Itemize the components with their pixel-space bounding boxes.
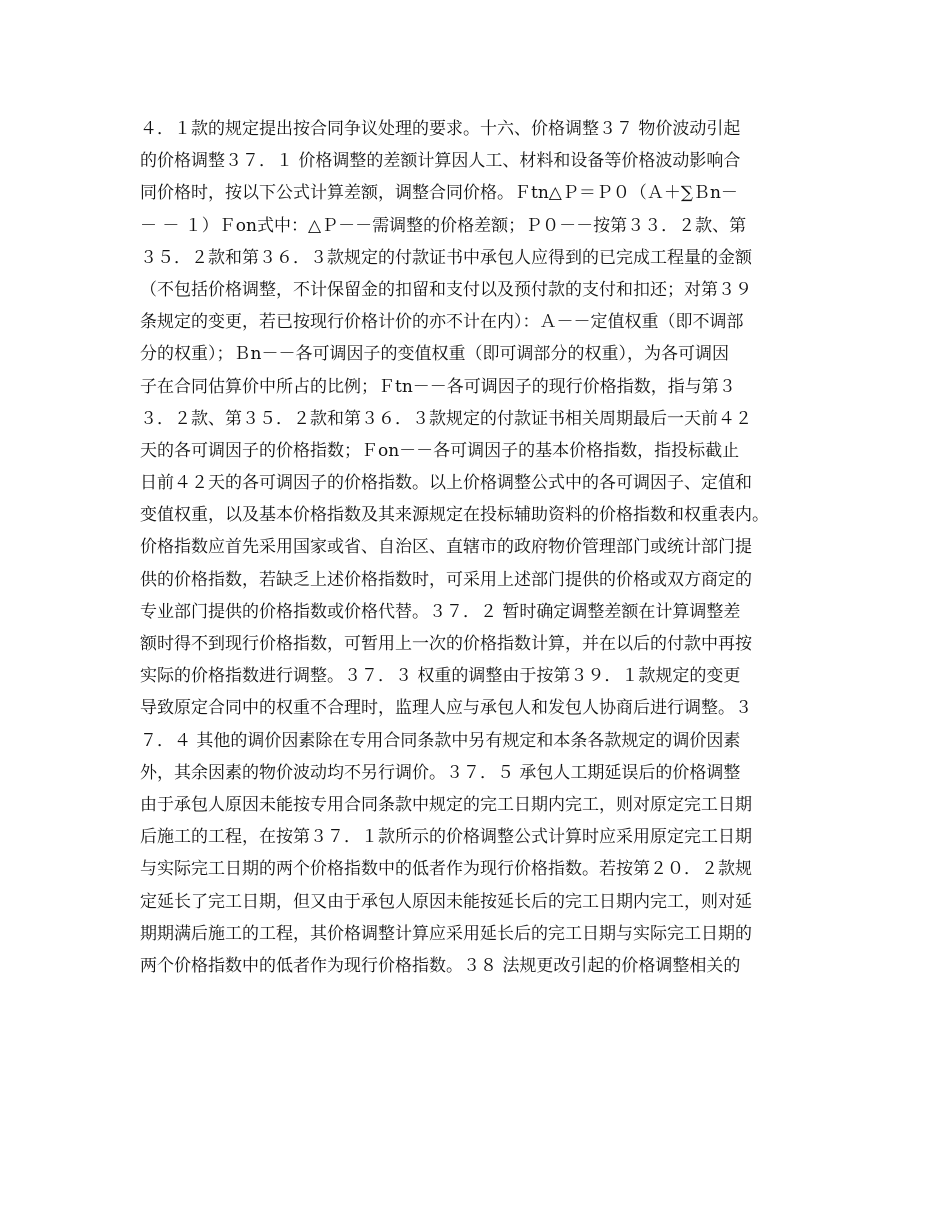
text-line: 额时得不到现行价格指数，可暂用上一次的价格指数计算，并在以后的付款中再按 <box>140 634 752 654</box>
text-line: 同价格时，按以下公式计算差额，调整合同价格。Ｆtn△Ｐ＝Ｐ０（Ａ＋∑Ｂn－ <box>140 183 738 204</box>
text-line: 实际的价格指数进行调整。３７．３ 权重的调整由于按第３９．１款规定的变更 <box>140 666 741 687</box>
text-line: ７．４ 其他的调价因素除在专用合同条款中另有规定和本条各款规定的调价因素 <box>140 730 741 751</box>
text-line: 供的价格指数，若缺乏上述价格指数时，可采用上述部门提供的价格或双方商定的 <box>140 569 752 590</box>
text-line: 期期满后施工的工程，其价格调整计算应采用延长后的完工日期与实际完工日期的 <box>140 923 752 944</box>
text-line: 日前４２天的各可调因子的价格指数。以上价格调整公式中的各可调因子、定值和 <box>140 473 752 494</box>
text-line: ３．２款、第３５．２款和第３６．３款规定的付款证书相关周期最后一天前４２ <box>140 408 752 429</box>
text-line: 天的各可调因子的价格指数；Ｆon－－各可调因子的基本价格指数，指投标截止 <box>140 440 740 461</box>
text-line: 价格指数应首先采用国家或省、自治区、直辖市的政府物价管理部门或统计部门提 <box>140 537 752 558</box>
text-line: ３５．２款和第３６．３款规定的付款证书中承包人应得到的已完成工程量的金额 <box>140 247 752 268</box>
text-line: － － １）Ｆon式中：△Ｐ－－需调整的价格差额；Ｐ０－－按第３３．２款、第 <box>140 215 747 236</box>
text-line: （不包括价格调整，不计保留金的扣留和支付以及预付款的支付和扣还；对第３９ <box>140 279 752 300</box>
text-line: 导致原定合同中的权重不合理时，监理人应与承包人和发包人协商后进行调整。３ <box>140 698 752 719</box>
text-line: 变值权重，以及基本价格指数及其来源规定在投标辅助资料的价格指数和权重表内。 <box>140 505 769 526</box>
text-line: 后施工的工程，在按第３７．１款所示的价格调整公式计算时应采用原定完工日期 <box>140 827 752 848</box>
text-line: 子在合同估算价中所占的比例；Ｆtn－－各可调因子的现行价格指数，指与第３ <box>140 376 736 397</box>
text-line: 专业部门提供的价格指数或价格代替。３７．２ 暂时确定调整差额在计算调整差 <box>140 601 741 622</box>
text-line: 条规定的变更，若已按现行价格计价的亦不计在内）：Ａ－－定值权重（即不调部 <box>140 312 744 333</box>
text-line: 定延长了完工日期，但又由于承包人原因未能按延长后的完工日期内完工，则对延 <box>140 891 752 912</box>
text-line: 由于承包人原因未能按专用合同条款中规定的完工日期内完工，则对原定完工日期 <box>140 794 752 815</box>
text-line: 外，其余因素的物价波动均不另行调价。３７．５ 承包人工期延误后的价格调整 <box>140 762 741 783</box>
body-text <box>140 113 830 982</box>
text-line: 分的权重）；Ｂn－－各可调因子的变值权重（即可调部分的权重），为各可调因 <box>140 344 729 365</box>
text-line: 与实际完工日期的两个价格指数中的低者作为现行价格指数。若按第２０．２款规 <box>140 859 752 880</box>
text-line: ４．１款的规定提出按合同争议处理的要求。十六、价格调整３７ 物价波动引起 <box>140 119 741 139</box>
text-line: 两个价格指数中的低者作为现行价格指数。３８ 法规更改引起的价格调整相关的 <box>140 955 741 976</box>
text-line: 的价格调整３７．１ 价格调整的差额计算因人工、材料和设备等价格波动影响合 <box>140 151 741 172</box>
